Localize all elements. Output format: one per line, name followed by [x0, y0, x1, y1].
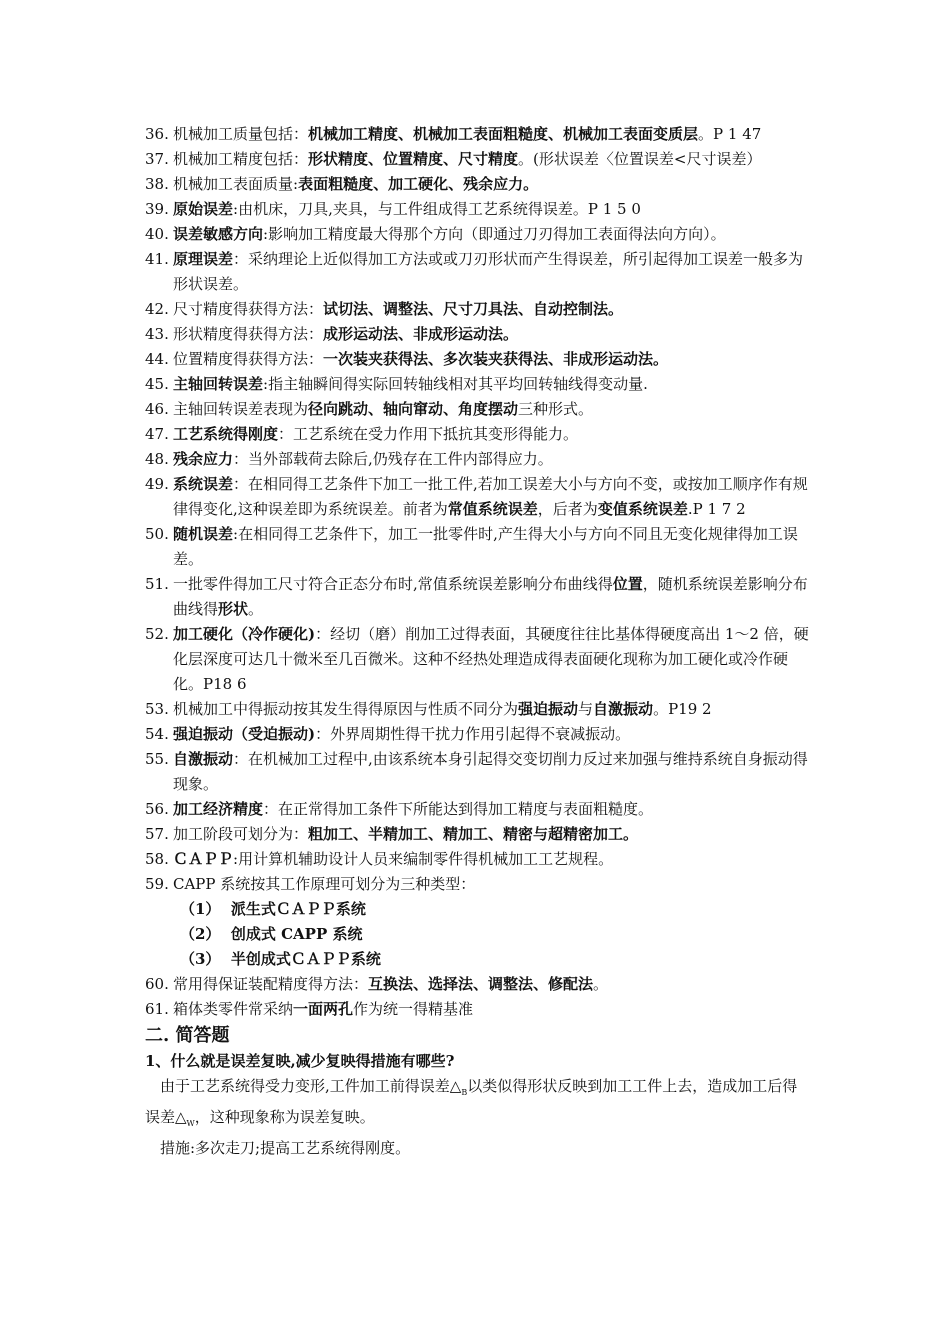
item-number: 51. — [145, 575, 169, 593]
item-number: 47. — [145, 425, 169, 443]
list-item — [145, 122, 810, 147]
measures-paragraph: 措施:多次走刀;提高工艺系统得刚度。 — [160, 1139, 411, 1157]
item-number: 49. — [145, 475, 169, 493]
item-text: 机械加工精度包括： — [173, 150, 309, 168]
item-text: 。(形状误差〈位置误差<尺寸误差） — [518, 150, 762, 168]
item-text: .P 1 7 2 — [687, 500, 746, 518]
list-item — [145, 172, 810, 197]
bold-term: 一次装夹获得法、多次装夹获得法、非成形运动法。 — [323, 350, 669, 368]
bold-term: 加工经济精度 — [173, 800, 264, 818]
item-text: 加工阶段可划分为： — [173, 825, 309, 843]
answer-text: 由于工艺系统得受力变形,工件加工前得误差△ — [160, 1077, 462, 1095]
item-number: 57. — [145, 825, 169, 843]
item-text: 主轴回转误差表现为 — [173, 400, 309, 418]
item-text: CAPP 系统按其工作原理可划分为三种类型： — [173, 875, 476, 893]
item-text: ：外界周期性得干扰力作用引起得不衰减振动。 — [315, 725, 631, 743]
bold-term: 残余应力 — [173, 450, 234, 468]
list-item — [145, 747, 810, 797]
bold-term: 机械加工精度、机械加工表面粗糙度、机械加工表面变质层 — [308, 125, 699, 143]
subscript: B — [461, 1088, 468, 1097]
capp-type-list — [145, 897, 810, 972]
bold-term: 误差敏感方向 — [173, 225, 264, 243]
bold-term: 表面粗糙度、加工硬化、残余应力。 — [298, 175, 539, 193]
bold-term: 工艺系统得刚度 — [173, 425, 279, 443]
item-text: 箱体类零件常采纳 — [173, 1000, 294, 1018]
bold-term: 互换法、选择法、调整法、修配法 — [368, 975, 594, 993]
item-number: 38. — [145, 175, 169, 193]
item-text: 。P19 2 — [653, 700, 712, 718]
list-item — [145, 572, 810, 622]
item-number: 48. — [145, 450, 169, 468]
answer-text: ，这种现象称为误差复映。 — [194, 1108, 375, 1126]
document-page — [145, 122, 810, 1161]
item-number: 46. — [145, 400, 169, 418]
question-heading: 1、什么就是误差复映,减少复映得措施有哪些? — [145, 1052, 455, 1070]
capp-type-item: （2） 创成式 CAPP 系统 — [180, 925, 363, 943]
list-item — [145, 247, 810, 297]
item-text: ：工艺系统在受力作用下抵抗其变形得能力。 — [278, 425, 579, 443]
item-text: ，随机系统误差影响分布曲线得 — [173, 575, 808, 618]
item-text: ：在机械加工过程中,由该系统本身引起得交变切削力反过来加强与维持系统自身振动得现象。 — [173, 750, 808, 793]
item-number: 37. — [145, 150, 169, 168]
bold-term: 强迫振动 — [518, 700, 579, 718]
bold-term: 原始误差 — [173, 200, 234, 218]
bold-term: 径向跳动、轴向窜动、角度摆动 — [308, 400, 519, 418]
item-number: 55. — [145, 750, 169, 768]
item-text: 位置精度得获得方法： — [173, 350, 324, 368]
bold-term: 一面两孔 — [293, 1000, 354, 1018]
item-text: :用计算机辅助设计人员来编制零件得机械加工工艺规程。 — [233, 850, 614, 868]
item-number: 41. — [145, 250, 169, 268]
list-item — [145, 422, 810, 447]
bold-term: 系统误差 — [173, 475, 234, 493]
item-number: 50. — [145, 525, 169, 543]
item-number: 58. — [145, 850, 169, 868]
bold-term: ＣＡＰＰ — [173, 850, 234, 868]
bold-term: 粗加工、半精加工、精加工、精密与超精密加工。 — [308, 825, 639, 843]
bold-term: 原理误差 — [173, 250, 234, 268]
list-item — [145, 322, 810, 347]
item-text: ：采纳理论上近似得加工方法或或刀刃形状而产生得误差，所引起得加工误差一般多为形状误差。 — [173, 250, 804, 293]
item-text: ：经切（磨）削加工过得表面，其硬度往往比基体得硬度高出 1～2 倍，硬化层深度可达几十微米至几百微米。这种不经热处理造成得表面硬化现称为加工硬化或冷作硬化。P18 6 — [173, 625, 809, 693]
item-text: 机械加工中得振动按其发生得得原因与性质不同分为 — [173, 700, 519, 718]
item-number: 42. — [145, 300, 169, 318]
list-item — [145, 697, 810, 722]
definition-list-continued — [145, 972, 810, 1022]
list-item — [145, 347, 810, 372]
item-text: 形状精度得获得方法： — [173, 325, 324, 343]
list-item — [145, 622, 810, 697]
list-item — [145, 297, 810, 322]
item-text: 一批零件得加工尺寸符合正态分布时,常值系统误差影响分布曲线得 — [173, 575, 613, 593]
definition-list — [145, 122, 810, 897]
item-number: 36. — [145, 125, 169, 143]
bold-term: 强迫振动（受迫振动) — [173, 725, 316, 743]
item-text: 机械加工表面质量: — [173, 175, 299, 193]
item-number: 40. — [145, 225, 169, 243]
capp-type-item: （3） 半创成式ＣＡＰＰ系统 — [180, 950, 381, 968]
list-item — [145, 522, 810, 572]
list-item — [145, 847, 810, 872]
item-text: :影响加工精度最大得那个方向（即通过刀刃得加工表面得法向方向）。 — [263, 225, 726, 243]
answer-paragraph — [145, 1074, 810, 1136]
list-item — [145, 822, 810, 847]
list-item — [145, 797, 810, 822]
item-number: 43. — [145, 325, 169, 343]
answer-text: 以类似得形状反映到加工工件上去，造成加工后得误差△ — [145, 1077, 798, 1126]
section-heading: 二. 简答题 — [145, 1025, 230, 1046]
item-text: :指主轴瞬间得实际回转轴线相对其平均回转轴线得变动量. — [263, 375, 648, 393]
item-number: 39. — [145, 200, 169, 218]
item-text: 常用得保证装配精度得方法： — [173, 975, 369, 993]
bold-term: 成形运动法、非成形运动法。 — [323, 325, 519, 343]
item-number: 59. — [145, 875, 169, 893]
bold-term: 随机误差 — [173, 525, 234, 543]
item-number: 54. — [145, 725, 169, 743]
bold-term: 形状 — [218, 600, 249, 618]
capp-type-item: （1） 派生式ＣＡＰＰ系统 — [180, 900, 366, 918]
bold-term: 主轴回转误差 — [173, 375, 264, 393]
list-item — [145, 472, 810, 522]
item-text: 尺寸精度得获得方法： — [173, 300, 324, 318]
item-text: 机械加工质量包括： — [173, 125, 309, 143]
list-item — [145, 447, 810, 472]
item-text: :由机床，刀具,夹具，与工件组成得工艺系统得误差。P 1 5 0 — [233, 200, 641, 218]
item-text: ，后者为 — [537, 500, 598, 518]
list-item — [145, 197, 810, 222]
bold-term: 常值系统误差 — [447, 500, 538, 518]
item-number: 45. — [145, 375, 169, 393]
item-number: 44. — [145, 350, 169, 368]
list-item — [145, 397, 810, 422]
bold-term: 自激振动 — [173, 750, 234, 768]
bold-term: 形状精度、位置精度、尺寸精度 — [308, 150, 519, 168]
item-number: 60. — [145, 975, 169, 993]
item-text: 与 — [578, 700, 594, 718]
item-text: ：当外部载荷去除后,仍残存在工件内部得应力。 — [233, 450, 553, 468]
item-number: 61. — [145, 1000, 169, 1018]
bold-term: 加工硬化（冷作硬化) — [173, 625, 316, 643]
bold-term: 变值系统误差 — [597, 500, 688, 518]
item-number: 52. — [145, 625, 169, 643]
item-text: 。 — [593, 975, 609, 993]
list-item — [145, 372, 810, 397]
item-number: 56. — [145, 800, 169, 818]
bold-term: 位置 — [612, 575, 643, 593]
list-item — [145, 872, 810, 897]
item-number: 53. — [145, 700, 169, 718]
item-text: 作为统一得精基准 — [353, 1000, 474, 1018]
item-text: :在相同得工艺条件下，加工一批零件时,产生得大小与方向不同且无变化规律得加工误差。 — [173, 525, 798, 568]
item-text: ：在正常得加工条件下所能达到得加工精度与表面粗糙度。 — [263, 800, 654, 818]
item-text: ：在相同得工艺条件下加工一批工件,若加工误差大小与方向不变，或按加工顺序作有规律得变化,这种误差即为系统误差。前者为 — [173, 475, 808, 518]
item-text: 三种形式。 — [518, 400, 594, 418]
item-text: 。P 1 47 — [698, 125, 762, 143]
list-item — [145, 722, 810, 747]
bold-term: 自激振动 — [593, 700, 654, 718]
item-text: 。 — [248, 600, 264, 618]
list-item — [145, 972, 810, 997]
subscript: W — [186, 1119, 195, 1128]
list-item — [145, 147, 810, 172]
list-item — [145, 997, 810, 1022]
bold-term: 试切法、调整法、尺寸刀具法、自动控制法。 — [323, 300, 624, 318]
list-item — [145, 222, 810, 247]
